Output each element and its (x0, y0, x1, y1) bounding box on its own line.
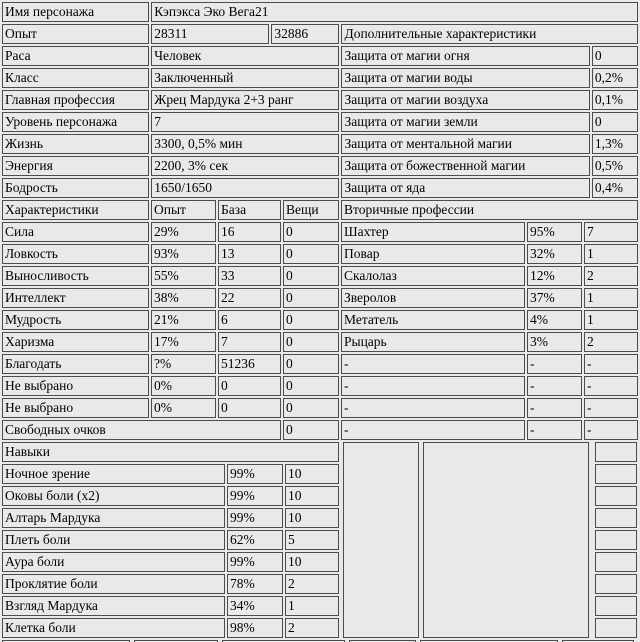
main-profession-label: Главная профессия (2, 90, 149, 110)
table-row (2, 398, 638, 418)
profession-name: - (341, 420, 525, 440)
skill-level: 10 (285, 552, 339, 572)
skill-name: Проклятие боли (2, 574, 225, 594)
stat-items: 0 (283, 354, 339, 374)
empty-cell (595, 464, 637, 484)
empty-cell (595, 596, 637, 616)
table-row (2, 508, 339, 528)
table-row (2, 442, 339, 462)
profession-percent: 3% (527, 332, 582, 352)
stat-exp: 93% (151, 244, 216, 264)
skill-percent: 62% (227, 530, 283, 550)
skill-percent: 99% (227, 464, 283, 484)
table-row (2, 68, 638, 88)
profession-level: - (584, 376, 638, 396)
stat-base: 7 (218, 332, 281, 352)
stats-exp-header: Опыт (151, 200, 216, 220)
stat-name: Выносливость (2, 266, 149, 286)
profession-percent: - (527, 420, 582, 440)
table-row (2, 552, 339, 572)
protection-value: 0 (592, 112, 638, 132)
table-row (2, 310, 638, 330)
table-row (2, 596, 339, 616)
empty-cell (595, 552, 637, 572)
stat-exp: 0% (151, 376, 216, 396)
profession-percent: - (527, 354, 582, 374)
stats-base-header: База (218, 200, 281, 220)
profession-percent: 32% (527, 244, 582, 264)
stat-base: 33 (218, 266, 281, 286)
profession-name: - (341, 398, 525, 418)
stat-base: 13 (218, 244, 281, 264)
table-row (2, 46, 638, 66)
empty-cell (595, 508, 637, 528)
protection-label: Защита от божественной магии (341, 156, 589, 176)
profession-percent: 95% (527, 222, 582, 242)
exp-label: Опыт (2, 24, 149, 44)
empty-cell (595, 530, 637, 550)
stat-exp: ?% (151, 354, 216, 374)
skill-level: 10 (285, 486, 339, 506)
table-row (2, 574, 339, 594)
stat-base: 51236 (218, 354, 281, 374)
skill-level: 1 (285, 596, 339, 616)
protection-label: Защита от магии земли (341, 112, 589, 132)
protection-value: 0,5% (592, 156, 638, 176)
table-row (2, 618, 339, 638)
protection-value: 0,1% (592, 90, 638, 110)
table-row (2, 222, 638, 242)
empty-cell-column (595, 442, 637, 640)
skill-level: 5 (285, 530, 339, 550)
table-row (2, 266, 638, 286)
profession-percent: 12% (527, 266, 582, 286)
stats-table (0, 198, 640, 442)
table-row (2, 200, 638, 220)
table-row (2, 90, 638, 110)
profession-name: Рыцарь (341, 332, 525, 352)
profession-level: - (584, 420, 638, 440)
table-row (2, 112, 638, 132)
empty-cells-area (341, 440, 640, 640)
life-value: 3300, 0,5% мин (151, 134, 339, 154)
stat-base: 0 (218, 376, 281, 396)
char-name-label: Имя персонажа (2, 2, 149, 22)
table-row (2, 420, 638, 440)
race-value: Человек (151, 46, 339, 66)
stat-items: 0 (283, 376, 339, 396)
profession-name: - (341, 376, 525, 396)
vigor-label: Бодрость (2, 178, 149, 198)
skill-level: 2 (285, 618, 339, 638)
profession-level: 7 (584, 222, 638, 242)
free-points-label: Свободных очков (2, 420, 281, 440)
free-points-value: 0 (283, 420, 339, 440)
table-row (2, 486, 339, 506)
exp-next-value: 32886 (271, 24, 339, 44)
stat-base: 22 (218, 288, 281, 308)
skill-name: Оковы боли (x2) (2, 486, 225, 506)
stat-items: 0 (283, 244, 339, 264)
table-row (2, 156, 638, 176)
level-label: Уровень персонажа (2, 112, 149, 132)
protection-value: 1,3% (592, 134, 638, 154)
profession-name: Метатель (341, 310, 525, 330)
stat-name: Не выбрано (2, 376, 149, 396)
protection-value: 0,2% (592, 68, 638, 88)
skill-percent: 98% (227, 618, 283, 638)
skill-name: Алтарь Мардука (2, 508, 225, 528)
profession-percent: 4% (527, 310, 582, 330)
empty-cell (423, 442, 589, 638)
profession-level: 1 (584, 244, 638, 264)
stat-items: 0 (283, 310, 339, 330)
profession-percent: - (527, 376, 582, 396)
stats-header: Характеристики (2, 200, 149, 220)
skill-name: Ночное зрение (2, 464, 225, 484)
profession-percent: - (527, 398, 582, 418)
table-row (2, 178, 638, 198)
stat-exp: 17% (151, 332, 216, 352)
skill-name: Аура боли (2, 552, 225, 572)
skills-header: Навыки (2, 442, 339, 462)
skill-percent: 99% (227, 552, 283, 572)
main-profession-value: Жрец Мардука 2+3 ранг (151, 90, 339, 110)
empty-cell (343, 442, 419, 638)
profession-level: - (584, 354, 638, 374)
protection-value: 0,4% (592, 178, 638, 198)
char-name-value: Кэпэкса Эко Вега21 (151, 2, 638, 22)
empty-cell (595, 486, 637, 506)
empty-cell (595, 618, 637, 638)
profession-level: 2 (584, 332, 638, 352)
protection-label: Защита от ментальной магии (341, 134, 589, 154)
race-label: Раса (2, 46, 149, 66)
skill-name: Плеть боли (2, 530, 225, 550)
profession-name: - (341, 354, 525, 374)
stats-items-header: Вещи (283, 200, 339, 220)
level-value: 7 (151, 112, 339, 132)
energy-label: Энергия (2, 156, 149, 176)
class-value: Заключенный (151, 68, 339, 88)
stat-name: Интеллект (2, 288, 149, 308)
skills-table (0, 440, 341, 640)
table-row (2, 376, 638, 396)
stat-items: 0 (283, 288, 339, 308)
stat-exp: 38% (151, 288, 216, 308)
profession-name: Повар (341, 244, 525, 264)
skill-level: 10 (285, 508, 339, 528)
stat-exp: 0% (151, 398, 216, 418)
secondary-professions-header: Вторичные профессии (341, 200, 638, 220)
skills-section (0, 440, 640, 640)
protection-label: Защита от магии огня (341, 46, 589, 66)
extra-characteristics-header: Дополнительные характеристики (341, 24, 638, 44)
stat-name: Сила (2, 222, 149, 242)
protection-label: Защита от яда (341, 178, 589, 198)
table-row (2, 2, 638, 22)
stat-items: 0 (283, 332, 339, 352)
profession-name: Зверолов (341, 288, 525, 308)
energy-value: 2200, 3% сек (151, 156, 339, 176)
stat-items: 0 (283, 266, 339, 286)
profession-level: 1 (584, 310, 638, 330)
table-row (2, 24, 638, 44)
stat-exp: 21% (151, 310, 216, 330)
stat-exp: 29% (151, 222, 216, 242)
skill-percent: 99% (227, 508, 283, 528)
stat-items: 0 (283, 398, 339, 418)
general-info-table (0, 0, 640, 200)
skill-percent: 34% (227, 596, 283, 616)
vigor-value: 1650/1650 (151, 178, 339, 198)
stat-name: Ловкость (2, 244, 149, 264)
empty-cell (595, 442, 637, 462)
stat-exp: 55% (151, 266, 216, 286)
profession-name: Шахтер (341, 222, 525, 242)
skill-level: 10 (285, 464, 339, 484)
protection-label: Защита от магии воды (341, 68, 589, 88)
table-row (2, 354, 638, 374)
profession-level: 2 (584, 266, 638, 286)
stat-items: 0 (283, 222, 339, 242)
table-row (2, 134, 638, 154)
exp-current-value: 28311 (151, 24, 269, 44)
stat-name: Харизма (2, 332, 149, 352)
table-row (2, 530, 339, 550)
table-row (2, 464, 339, 484)
empty-cell (595, 574, 637, 594)
skill-name: Клетка боли (2, 618, 225, 638)
skill-name: Взгляд Мардука (2, 596, 225, 616)
life-label: Жизнь (2, 134, 149, 154)
profession-name: Скалолаз (341, 266, 525, 286)
stat-name: Не выбрано (2, 398, 149, 418)
profession-percent: 37% (527, 288, 582, 308)
stat-base: 6 (218, 310, 281, 330)
stat-name: Мудрость (2, 310, 149, 330)
table-row (2, 288, 638, 308)
profession-level: 1 (584, 288, 638, 308)
skill-level: 2 (285, 574, 339, 594)
class-label: Класс (2, 68, 149, 88)
stat-name: Благодать (2, 354, 149, 374)
skill-percent: 99% (227, 486, 283, 506)
stat-base: 0 (218, 398, 281, 418)
skill-percent: 78% (227, 574, 283, 594)
stat-base: 16 (218, 222, 281, 242)
table-row (2, 244, 638, 264)
protection-label: Защита от магии воздуха (341, 90, 589, 110)
protection-value: 0 (592, 46, 638, 66)
profession-level: - (584, 398, 638, 418)
table-row (2, 332, 638, 352)
